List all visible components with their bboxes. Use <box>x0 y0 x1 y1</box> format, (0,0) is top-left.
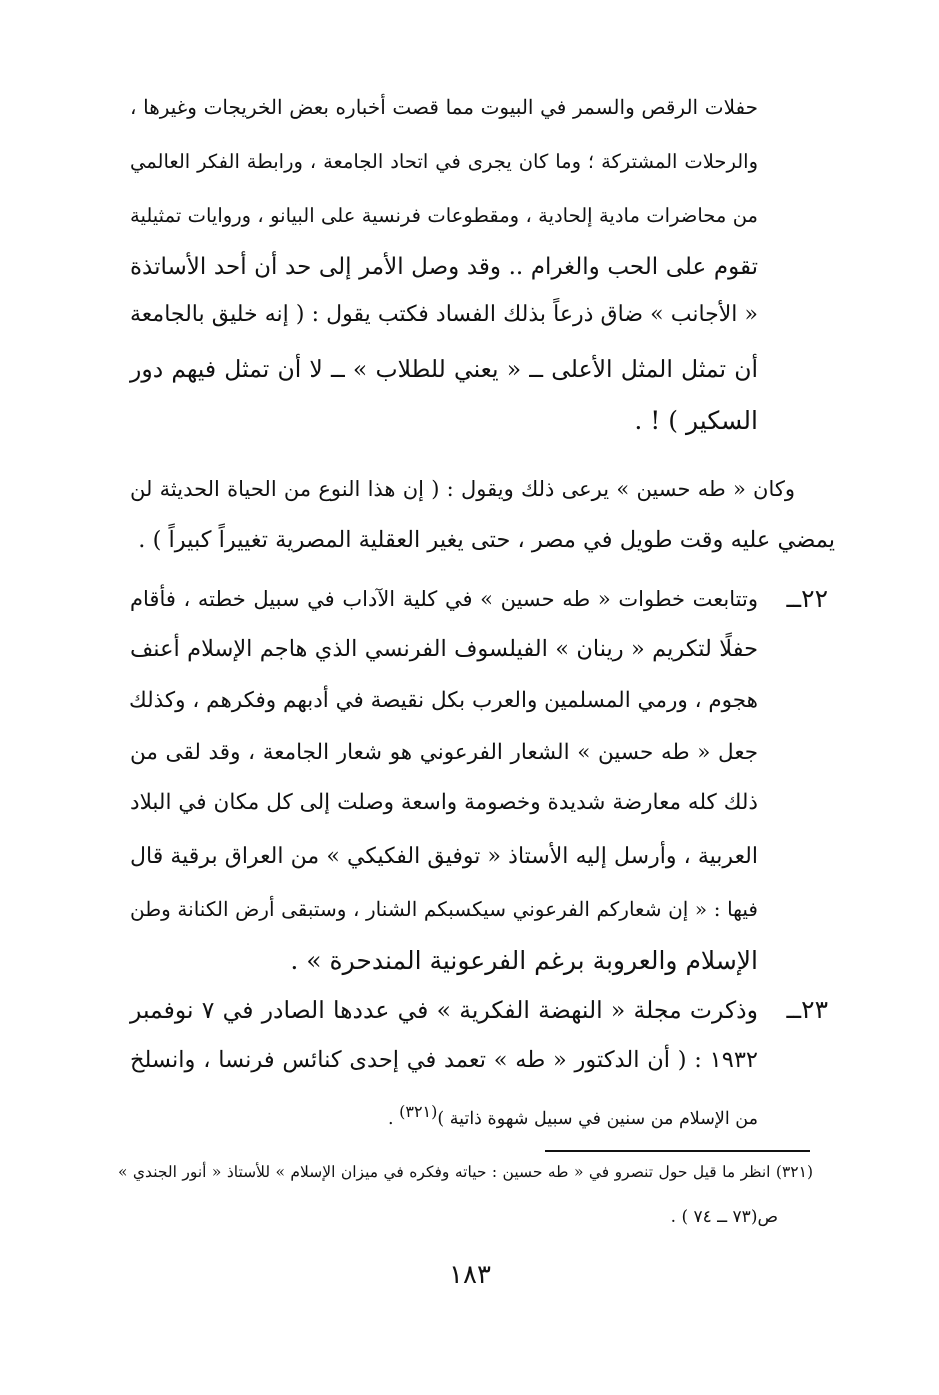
text-line: الإسلام والعروبة برغم الفرعونية المندحرة » . <box>290 946 758 975</box>
text-segment: من الإسلام من سنين في سبيل شهوة ذاتية ) <box>437 1108 758 1129</box>
text-segment: . <box>387 1108 394 1129</box>
text-line: يمضي عليه وقت طويل في مصر ، حتى يغير العقلية المصرية تغييراً كبيراً ) . <box>138 527 835 553</box>
text-line: والرحلات المشتركة ؛ وما كان يجرى في اتحاد الجامعة ، ورابطة الفكر العالمي <box>130 150 758 173</box>
item-number: ٢٣ــ <box>786 995 828 1024</box>
text-line: ١٩٣٢ : ( أن الدكتور « طه » تعمد في إحدى كنائس فرنسا ، وانسلخ <box>130 1047 758 1073</box>
text-line: جعل « طه حسين » الشعار الفرعوني هو شعار الجامعة ، وقد لقى من <box>130 740 758 765</box>
text-line: هجوم ، ورمي المسلمين والعرب بكل نقيصة في أدبهم وفكرهم ، وكذلك <box>128 688 758 713</box>
text-line: أن تمثل المثل الأعلى ــ « يعني للطلاب » ــ لا أن تمثل فيهم دور <box>130 355 758 383</box>
text-line: « الأجانب » ضاق ذرعاً بذلك الفساد فكتب يقول : ( إنه خليق بالجامعة <box>130 302 758 327</box>
item-number: ٢٢ــ <box>786 584 828 613</box>
text-line: وذكرت مجلة « النهضة الفكرية » في عددها الصادر في ٧ نوفمبر <box>130 996 758 1024</box>
text-line: تقوم على الحب والغرام .. وقد وصل الأمر إلى حد أن أحد الأساتذة <box>130 254 758 280</box>
text-line: من محاضرات مادية إلحادية ، ومقطوعات فرنسية على البيانو ، وروايات تمثيلية <box>130 204 758 227</box>
text-line <box>380 1095 758 1136</box>
footnote-reference: (٣٢١) <box>399 1102 438 1121</box>
footnote-line: ص(٧٣ ــ ٧٤ ) . <box>670 1207 778 1227</box>
page-number: ١٨٣ <box>449 1260 491 1290</box>
text-line: حفلًا لتكريم « رينان » الفيلسوف الفرنسي الذي هاجم الإسلام أعنف <box>130 636 758 662</box>
footnote-line: (٣٢١) انظر ما قيل حول تنصرو في « طه حسين : حياته وفكره في ميزان الإسلام » للأستاذ « أنور الجندي » <box>118 1163 813 1181</box>
text-line: السكير ) ! . <box>634 406 758 435</box>
text-line: ذلك كله معارضة شديدة وخصومة واسعة وصلت إلى كل مكان في البلاد <box>130 790 758 815</box>
text-line: العربية ، وأرسل إليه الأستاذ « توفيق الفكيكي » من العراق برقية قال <box>130 844 758 869</box>
footnote-divider <box>545 1150 810 1152</box>
text-line: فيها : « إن شعاركم الفرعوني سيكسبكم الشنار ، وستبقى أرض الكنانة وطن <box>130 897 758 921</box>
text-line: حفلات الرقص والسمر في البيوت مما قصت أخباره بعض الخريجات وغيرها ، <box>130 95 758 119</box>
text-line: وتتابعت خطوات « طه حسين » في كلية الآداب في سبيل خطته ، فأقام <box>130 587 758 611</box>
text-line: وكان « طه حسين » يرعى ذلك ويقول : ( إن هذا النوع من الحياة الحديثة لن <box>130 477 795 501</box>
